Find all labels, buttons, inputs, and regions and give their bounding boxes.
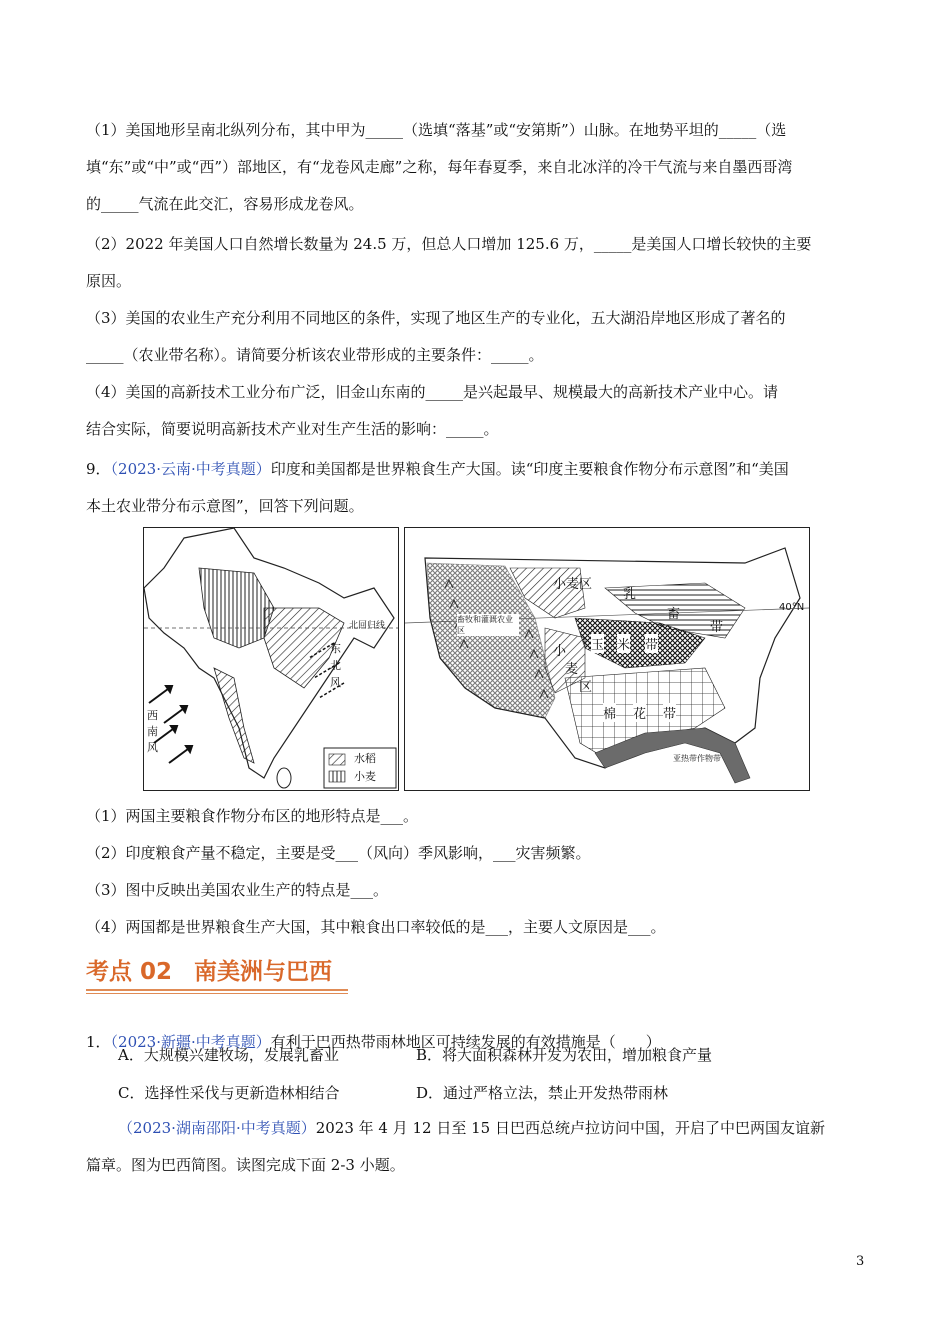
q8-part1-line1: （1）美国地形呈南北纵列分布，其中甲为_____（选填“落基”或“安第斯”）山脉。在地势平坦的_____（选 — [86, 121, 787, 139]
q9-number: 9． — [86, 460, 111, 478]
corn-char-3: 带 — [645, 634, 658, 653]
dairy-char-1: 乳 — [623, 587, 637, 602]
dairy-char-3: 带 — [710, 620, 724, 635]
wheat2-char-2: 麦 — [565, 662, 579, 677]
q9-source: （2023·云南·中考真题） — [110, 460, 271, 478]
q2-line2: 篇章。图为巴西简图。读图完成下面 2-3 小题。 — [86, 1156, 405, 1174]
q9-stem — [86, 451, 866, 525]
q8-part3 — [86, 300, 866, 374]
q1-option-a: A．大规模兴建牧场，发展乳畜业 — [118, 1046, 339, 1064]
q9-sub3: （3）图中反映出美国农业生产的特点是___。 — [86, 881, 389, 899]
q8-part4 — [86, 374, 866, 448]
q1-text: 有利于巴西热带雨林地区可持续发展的有效措施是（ ） — [270, 1033, 661, 1051]
q8-part2-line1: （2）2022 年美国人口自然增长数量为 24.5 万，但总人口增加 125.6 万，_____是美国人口增长较快的主要 — [86, 235, 812, 253]
legend-rice-label: 水稻 — [354, 752, 376, 765]
tropic-label: 北回归线 — [349, 621, 386, 631]
q1-option-b: B．将大面积森林开发为农田，增加粮食产量 — [416, 1046, 713, 1064]
section-code: 考点 02 — [86, 959, 173, 985]
heading-underline — [86, 989, 348, 991]
q8-part4-line2: 结合实际，简要说明高新技术产业对生产生活的影响：_____。 — [86, 420, 499, 438]
q8-part1-line2: 填“东”或“中”或“西”）部地区，有“龙卷风走廊”之称，每年春夏季，来自北冰洋的冷干气流与来自墨西哥湾 — [86, 158, 793, 176]
wheat-label: 小麦区 — [553, 577, 593, 592]
q8-part1 — [86, 112, 866, 223]
q1-number: 1． — [86, 1033, 111, 1051]
cotton-char-2: 花 — [633, 703, 646, 722]
corn-char-2: 米 — [617, 634, 630, 653]
q9-sub2: （2）印度粮食产量不稳定，主要是受___（风向）季风影响，___灾害频繁。 — [86, 844, 591, 862]
q9-sub4: （4）两国都是世界粮食生产大国，其中粮食出口率较低的是___，主要人文原因是___。 — [86, 918, 666, 936]
q8-part4-line1: （4）美国的高新技术工业分布广泛，旧金山东南的_____是兴起最早、规模最大的高新技术产业中心。请 — [86, 383, 779, 401]
q8-part1-line3: 的_____气流在此交汇，容易形成龙卷风。 — [86, 195, 364, 213]
cotton-char-1: 棉 — [603, 703, 616, 722]
q8-part2 — [86, 226, 866, 300]
wheat2-char-3: 区 — [579, 680, 593, 695]
section-heading — [86, 953, 332, 986]
sri-lanka — [277, 768, 291, 788]
q2-source: （2023·湖南邵阳·中考真题） — [118, 1119, 316, 1137]
q9-line2: 本土农业带分布示意图”，回答下列问题。 — [86, 497, 364, 515]
legend-wheat-swatch — [329, 771, 345, 782]
legend-wheat-label: 小麦 — [354, 770, 376, 783]
q9-sub1: （1）两国主要粮食作物分布区的地形特点是___。 — [86, 807, 419, 825]
wheat2-char-1: 小 — [553, 644, 567, 659]
latitude-label: 40°N — [779, 602, 805, 613]
sw-wind-label: 西南风 — [147, 709, 158, 754]
heading-underline-thin — [86, 993, 348, 994]
section-title: 南美洲与巴西 — [194, 959, 333, 985]
grazing-label: 畜牧和灌溉农业区 — [457, 614, 519, 636]
q8-part2-line2: 原因。 — [86, 272, 132, 290]
q1-option-d: D．通过严格立法，禁止开发热带雨林 — [416, 1084, 669, 1102]
q9-line1: 印度和美国都是世界粮食生产大国。读“印度主要粮食作物分布示意图”和“美国 — [270, 460, 789, 478]
q8-part3-line2: _____（农业带名称）。请简要分析该农业带形成的主要条件：_____。 — [86, 346, 544, 364]
ne-wind-label: 东北风 — [330, 642, 341, 689]
cotton-char-3: 带 — [663, 703, 676, 722]
q2-stem — [86, 1110, 866, 1184]
usa-agri-belt-map — [404, 527, 810, 791]
q1-option-c: C．选择性采伐与更新造林相结合 — [118, 1084, 340, 1102]
subtropical-label: 亚热带作物带 — [673, 754, 721, 763]
q1-source: （2023·新疆·中考真题） — [110, 1033, 271, 1051]
page-number: 3 — [856, 1254, 865, 1269]
dairy-char-2: 畜 — [667, 607, 681, 622]
usa-map-graphic — [405, 528, 809, 790]
legend-rice-swatch — [329, 754, 345, 765]
india-crop-map — [143, 527, 399, 791]
q2-line1: 2023 年 4 月 12 日至 15 日巴西总统卢拉访问中国，开启了中巴两国友谊新 — [315, 1119, 825, 1137]
corn-char-1: 玉 — [591, 634, 604, 653]
q8-part3-line1: （3）美国的农业生产充分利用不同地区的条件，实现了地区生产的专业化，五大湖沿岸地区形成了著名的 — [86, 309, 786, 327]
